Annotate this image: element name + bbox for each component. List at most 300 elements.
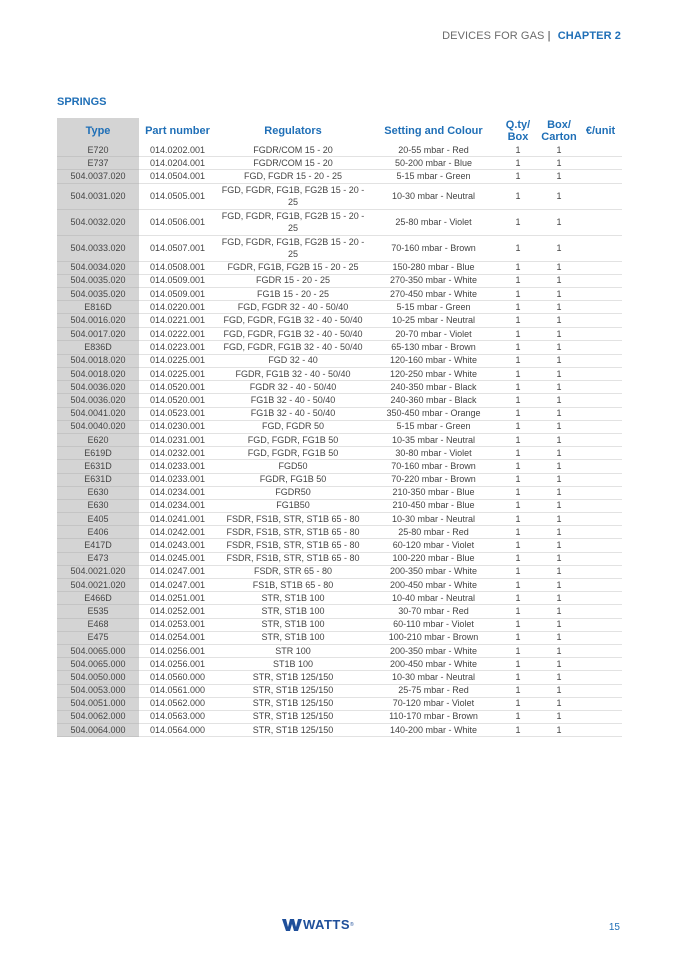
type-cell: E631D [57, 473, 139, 486]
table-title: SPRINGS [57, 96, 107, 108]
unit-price-cell [579, 592, 622, 605]
part-number-cell: 014.0563.000 [139, 710, 216, 723]
part-number-cell: 014.0254.001 [139, 631, 216, 644]
table-row [57, 261, 622, 274]
qty-box-cell: 1 [497, 526, 539, 539]
box-carton-cell: 1 [539, 552, 579, 565]
setting-colour-cell: 200-350 mbar - White [370, 644, 497, 657]
unit-price-cell [579, 644, 622, 657]
box-carton-cell: 1 [539, 486, 579, 499]
qty-box-cell: 1 [497, 618, 539, 631]
table-header-row [57, 118, 622, 144]
setting-colour-cell: 20-55 mbar - Red [370, 144, 497, 157]
setting-colour-cell: 200-450 mbar - White [370, 579, 497, 592]
setting-colour-cell: 100-210 mbar - Brown [370, 631, 497, 644]
unit-price-cell [579, 658, 622, 671]
setting-colour-cell: 25-80 mbar - Red [370, 526, 497, 539]
table-row [57, 579, 622, 592]
part-number-cell: 014.0507.001 [139, 235, 216, 261]
qty-box-cell: 1 [497, 420, 539, 433]
setting-colour-cell: 5-15 mbar - Green [370, 301, 497, 314]
box-carton-cell: 1 [539, 170, 579, 183]
type-cell: 504.0033.020 [57, 235, 139, 261]
unit-price-cell [579, 710, 622, 723]
type-cell: 504.0053.000 [57, 684, 139, 697]
table-row [57, 644, 622, 657]
box-carton-cell: 1 [539, 433, 579, 446]
setting-colour-cell: 150-280 mbar - Blue [370, 261, 497, 274]
unit-price-cell [579, 235, 622, 261]
qty-box-cell: 1 [497, 341, 539, 355]
box-carton-cell: 1 [539, 473, 579, 486]
part-number-cell: 014.0225.001 [139, 354, 216, 367]
box-carton-cell: 1 [539, 697, 579, 710]
table-row [57, 671, 622, 684]
setting-colour-cell: 210-450 mbar - Blue [370, 499, 497, 512]
unit-price-cell [579, 552, 622, 565]
type-cell: E631D [57, 460, 139, 473]
regulators-cell: FGD, FGDR 32 - 40 - 50/40 [216, 301, 370, 314]
table-row [57, 552, 622, 565]
type-cell: 504.0065.000 [57, 644, 139, 657]
unit-price-cell [579, 579, 622, 592]
type-cell: E630 [57, 499, 139, 512]
setting-colour-cell: 70-160 mbar - Brown [370, 235, 497, 261]
type-cell: 504.0017.020 [57, 327, 139, 341]
unit-price-cell [579, 170, 622, 183]
qty-box-cell: 1 [497, 473, 539, 486]
qty-box-cell: 1 [497, 513, 539, 526]
table-row [57, 433, 622, 446]
table-row [57, 314, 622, 328]
qty-box-cell: 1 [497, 209, 539, 235]
part-number-cell: 014.0564.000 [139, 724, 216, 737]
part-number-cell: 014.0509.001 [139, 287, 216, 300]
qty-box-cell: 1 [497, 605, 539, 618]
setting-colour-cell: 10-30 mbar - Neutral [370, 671, 497, 684]
part-number-cell: 014.0560.000 [139, 671, 216, 684]
regulators-cell: FGDR50 [216, 486, 370, 499]
setting-colour-cell: 120-160 mbar - White [370, 354, 497, 367]
setting-colour-cell: 210-350 mbar - Blue [370, 486, 497, 499]
table-row [57, 354, 622, 367]
type-cell: 504.0034.020 [57, 261, 139, 274]
table-row [57, 460, 622, 473]
part-number-cell: 014.0247.001 [139, 565, 216, 578]
regulators-cell: STR, ST1B 125/150 [216, 724, 370, 737]
regulators-cell: FGD, FGDR, FG1B 50 [216, 433, 370, 446]
qty-box-cell: 1 [497, 486, 539, 499]
regulators-cell: FGD, FGDR, FG1B 32 - 40 - 50/40 [216, 314, 370, 328]
part-number-cell: 014.0247.001 [139, 579, 216, 592]
unit-price-cell [579, 473, 622, 486]
type-cell: E816D [57, 301, 139, 314]
box-carton-cell: 1 [539, 499, 579, 512]
qty-box-cell: 1 [497, 658, 539, 671]
part-number-cell: 014.0241.001 [139, 513, 216, 526]
unit-price-cell [579, 287, 622, 300]
unit-price-cell [579, 605, 622, 618]
setting-colour-cell: 350-450 mbar - Orange [370, 407, 497, 420]
qty-box-cell: 1 [497, 394, 539, 407]
table-body [57, 144, 622, 737]
regulators-cell: FGDR/COM 15 - 20 [216, 157, 370, 170]
part-number-cell: 014.0562.000 [139, 697, 216, 710]
unit-price-cell [579, 460, 622, 473]
setting-colour-cell: 270-450 mbar - White [370, 287, 497, 300]
setting-colour-cell: 25-80 mbar - Violet [370, 209, 497, 235]
table-row [57, 710, 622, 723]
page-header [442, 30, 621, 42]
box-carton-cell: 1 [539, 407, 579, 420]
box-carton-cell: 1 [539, 724, 579, 737]
type-cell: 504.0051.000 [57, 697, 139, 710]
unit-price-cell [579, 354, 622, 367]
setting-colour-cell: 270-350 mbar - White [370, 274, 497, 287]
regulators-cell: FGDR/COM 15 - 20 [216, 144, 370, 157]
column-header-regulators: Regulators [264, 125, 322, 137]
regulators-cell: FSDR, FS1B, STR, ST1B 65 - 80 [216, 526, 370, 539]
part-number-cell: 014.0252.001 [139, 605, 216, 618]
box-carton-cell: 1 [539, 631, 579, 644]
regulators-cell: FSDR, FS1B, STR, ST1B 65 - 80 [216, 552, 370, 565]
unit-price-cell [579, 433, 622, 446]
type-cell: 504.0064.000 [57, 724, 139, 737]
qty-box-cell: 1 [497, 274, 539, 287]
column-header-part-number: Part number [145, 125, 210, 137]
qty-box-cell: 1 [497, 552, 539, 565]
column-header-type: Type [57, 118, 139, 144]
box-carton-cell: 1 [539, 513, 579, 526]
unit-price-cell [579, 394, 622, 407]
table-row [57, 499, 622, 512]
unit-price-cell [579, 381, 622, 394]
unit-price-cell [579, 261, 622, 274]
unit-price-cell [579, 274, 622, 287]
regulators-cell: STR 100 [216, 644, 370, 657]
watts-logo-text: WATTS [303, 917, 351, 932]
qty-box-cell: 1 [497, 433, 539, 446]
setting-colour-cell: 70-120 mbar - Violet [370, 697, 497, 710]
table-row [57, 157, 622, 170]
regulators-cell: STR, ST1B 100 [216, 631, 370, 644]
box-carton-cell: 1 [539, 579, 579, 592]
type-cell: 504.0036.020 [57, 394, 139, 407]
table-row [57, 473, 622, 486]
regulators-cell: FG1B 15 - 20 - 25 [216, 287, 370, 300]
unit-price-cell [579, 368, 622, 381]
box-carton-cell: 1 [539, 447, 579, 460]
regulators-cell: FGD, FGDR 50 [216, 420, 370, 433]
type-cell: 504.0035.020 [57, 287, 139, 300]
qty-box-cell: 1 [497, 697, 539, 710]
qty-box-cell: 1 [497, 354, 539, 367]
setting-colour-cell: 25-75 mbar - Red [370, 684, 497, 697]
unit-price-cell [579, 486, 622, 499]
setting-colour-cell: 60-120 mbar - Violet [370, 539, 497, 552]
box-carton-cell: 1 [539, 341, 579, 355]
box-carton-cell: 1 [539, 644, 579, 657]
unit-price-cell [579, 631, 622, 644]
regulators-cell: FGD50 [216, 460, 370, 473]
regulators-cell: FGDR 15 - 20 - 25 [216, 274, 370, 287]
column-header-qty-box: Q.ty/ Box [505, 119, 531, 143]
box-carton-cell: 1 [539, 658, 579, 671]
table-row [57, 274, 622, 287]
regulators-cell: FGDR, FG1B, FG2B 15 - 20 - 25 [216, 261, 370, 274]
type-cell: E619D [57, 447, 139, 460]
setting-colour-cell: 140-200 mbar - White [370, 724, 497, 737]
box-carton-cell: 1 [539, 671, 579, 684]
part-number-cell: 014.0242.001 [139, 526, 216, 539]
qty-box-cell: 1 [497, 539, 539, 552]
type-cell: E720 [57, 144, 139, 157]
part-number-cell: 014.0233.001 [139, 473, 216, 486]
table-row [57, 605, 622, 618]
regulators-cell: FSDR, STR 65 - 80 [216, 565, 370, 578]
regulators-cell: STR, ST1B 125/150 [216, 710, 370, 723]
box-carton-cell: 1 [539, 235, 579, 261]
header-separator: | [547, 30, 551, 42]
box-carton-cell: 1 [539, 287, 579, 300]
qty-box-cell: 1 [497, 314, 539, 328]
part-number-cell: 014.0561.000 [139, 684, 216, 697]
box-carton-cell: 1 [539, 394, 579, 407]
table-row [57, 420, 622, 433]
type-cell: 504.0037.020 [57, 170, 139, 183]
section-label: DEVICES FOR GAS [442, 30, 545, 42]
box-carton-cell: 1 [539, 354, 579, 367]
unit-price-cell [579, 565, 622, 578]
box-carton-cell: 1 [539, 274, 579, 287]
qty-box-cell: 1 [497, 684, 539, 697]
qty-box-cell: 1 [497, 710, 539, 723]
type-cell: E620 [57, 433, 139, 446]
setting-colour-cell: 200-450 mbar - White [370, 658, 497, 671]
regulators-cell: FGD, FGDR, FG1B 32 - 40 - 50/40 [216, 327, 370, 341]
unit-price-cell [579, 697, 622, 710]
box-carton-cell: 1 [539, 261, 579, 274]
setting-colour-cell: 100-220 mbar - Blue [370, 552, 497, 565]
table-row [57, 724, 622, 737]
regulators-cell: FS1B, ST1B 65 - 80 [216, 579, 370, 592]
part-number-cell: 014.0223.001 [139, 341, 216, 355]
regulators-cell: FGDR 32 - 40 - 50/40 [216, 381, 370, 394]
setting-colour-cell: 30-80 mbar - Violet [370, 447, 497, 460]
setting-colour-cell: 10-40 mbar - Neutral [370, 592, 497, 605]
type-cell: E535 [57, 605, 139, 618]
type-cell: 504.0036.020 [57, 381, 139, 394]
unit-price-cell [579, 526, 622, 539]
regulators-cell: FGD, FGDR, FG1B, FG2B 15 - 20 - 25 [216, 235, 370, 261]
table-row [57, 513, 622, 526]
box-carton-cell: 1 [539, 565, 579, 578]
qty-box-cell: 1 [497, 170, 539, 183]
part-number-cell: 014.0520.001 [139, 381, 216, 394]
qty-box-cell: 1 [497, 565, 539, 578]
unit-price-cell [579, 499, 622, 512]
part-number-cell: 014.0230.001 [139, 420, 216, 433]
table-row [57, 394, 622, 407]
setting-colour-cell: 5-15 mbar - Green [370, 170, 497, 183]
box-carton-cell: 1 [539, 618, 579, 631]
box-carton-cell: 1 [539, 209, 579, 235]
type-cell: 504.0040.020 [57, 420, 139, 433]
regulators-cell: FGD, FGDR, FG1B, FG2B 15 - 20 - 25 [216, 209, 370, 235]
part-number-cell: 014.0234.001 [139, 499, 216, 512]
part-number-cell: 014.0222.001 [139, 327, 216, 341]
type-cell: E836D [57, 341, 139, 355]
setting-colour-cell: 70-220 mbar - Brown [370, 473, 497, 486]
unit-price-cell [579, 420, 622, 433]
box-carton-cell: 1 [539, 420, 579, 433]
qty-box-cell: 1 [497, 671, 539, 684]
type-cell: E475 [57, 631, 139, 644]
regulators-cell: ST1B 100 [216, 658, 370, 671]
part-number-cell: 014.0523.001 [139, 407, 216, 420]
part-number-cell: 014.0256.001 [139, 658, 216, 671]
box-carton-cell: 1 [539, 684, 579, 697]
regulators-cell: FGD, FGDR, FG1B, FG2B 15 - 20 - 25 [216, 183, 370, 209]
box-carton-cell: 1 [539, 710, 579, 723]
box-carton-cell: 1 [539, 314, 579, 328]
qty-box-cell: 1 [497, 579, 539, 592]
unit-price-cell [579, 671, 622, 684]
setting-colour-cell: 65-130 mbar - Brown [370, 341, 497, 355]
regulators-cell: STR, ST1B 100 [216, 605, 370, 618]
unit-price-cell [579, 144, 622, 157]
column-header-setting: Setting and Colour [384, 125, 483, 137]
box-carton-cell: 1 [539, 605, 579, 618]
qty-box-cell: 1 [497, 183, 539, 209]
registered-mark: ® [350, 922, 354, 928]
table-row [57, 209, 622, 235]
part-number-cell: 014.0256.001 [139, 644, 216, 657]
page-number: 15 [608, 922, 620, 933]
box-carton-cell: 1 [539, 157, 579, 170]
type-cell: E417D [57, 539, 139, 552]
part-number-cell: 014.0233.001 [139, 460, 216, 473]
part-number-cell: 014.0202.001 [139, 144, 216, 157]
part-number-cell: 014.0234.001 [139, 486, 216, 499]
type-cell: E468 [57, 618, 139, 631]
type-cell: 504.0041.020 [57, 407, 139, 420]
qty-box-cell: 1 [497, 287, 539, 300]
regulators-cell: FGD 32 - 40 [216, 354, 370, 367]
part-number-cell: 014.0506.001 [139, 209, 216, 235]
table-row [57, 407, 622, 420]
table-row [57, 327, 622, 341]
table-row [57, 301, 622, 314]
regulators-cell: FGD, FGDR, FG1B 32 - 40 - 50/40 [216, 341, 370, 355]
setting-colour-cell: 10-30 mbar - Neutral [370, 513, 497, 526]
qty-box-cell: 1 [497, 327, 539, 341]
qty-box-cell: 1 [497, 724, 539, 737]
qty-box-cell: 1 [497, 592, 539, 605]
qty-box-cell: 1 [497, 235, 539, 261]
type-cell: E466D [57, 592, 139, 605]
watts-logo-mark-icon [282, 919, 302, 931]
unit-price-cell [579, 724, 622, 737]
setting-colour-cell: 110-170 mbar - Brown [370, 710, 497, 723]
part-number-cell: 014.0204.001 [139, 157, 216, 170]
box-carton-cell: 1 [539, 381, 579, 394]
regulators-cell: FSDR, FS1B, STR, ST1B 65 - 80 [216, 539, 370, 552]
type-cell: E405 [57, 513, 139, 526]
regulators-cell: STR, ST1B 100 [216, 618, 370, 631]
box-carton-cell: 1 [539, 183, 579, 209]
qty-box-cell: 1 [497, 157, 539, 170]
regulators-cell: FSDR, FS1B, STR, ST1B 65 - 80 [216, 513, 370, 526]
regulators-cell: FG1B50 [216, 499, 370, 512]
qty-box-cell: 1 [497, 631, 539, 644]
table-row [57, 526, 622, 539]
table-row [57, 368, 622, 381]
box-carton-cell: 1 [539, 327, 579, 341]
regulators-cell: FGDR, FG1B 50 [216, 473, 370, 486]
box-carton-cell: 1 [539, 368, 579, 381]
setting-colour-cell: 10-30 mbar - Neutral [370, 183, 497, 209]
unit-price-cell [579, 539, 622, 552]
unit-price-cell [579, 341, 622, 355]
regulators-cell: FGDR, FG1B 32 - 40 - 50/40 [216, 368, 370, 381]
unit-price-cell [579, 407, 622, 420]
setting-colour-cell: 50-200 mbar - Blue [370, 157, 497, 170]
setting-colour-cell: 20-70 mbar - Violet [370, 327, 497, 341]
column-header-unit-price: €/unit [585, 125, 616, 137]
part-number-cell: 014.0504.001 [139, 170, 216, 183]
setting-colour-cell: 5-15 mbar - Green [370, 420, 497, 433]
type-cell: 504.0050.000 [57, 671, 139, 684]
setting-colour-cell: 120-250 mbar - White [370, 368, 497, 381]
table-row [57, 539, 622, 552]
unit-price-cell [579, 183, 622, 209]
part-number-cell: 014.0221.001 [139, 314, 216, 328]
part-number-cell: 014.0225.001 [139, 368, 216, 381]
box-carton-cell: 1 [539, 526, 579, 539]
type-cell: 504.0021.020 [57, 565, 139, 578]
setting-colour-cell: 70-160 mbar - Brown [370, 460, 497, 473]
type-cell: E406 [57, 526, 139, 539]
part-number-cell: 014.0520.001 [139, 394, 216, 407]
chapter-label: CHAPTER 2 [557, 30, 621, 42]
table-row [57, 565, 622, 578]
table-row [57, 486, 622, 499]
table-row [57, 631, 622, 644]
type-cell: E737 [57, 157, 139, 170]
type-cell: 504.0016.020 [57, 314, 139, 328]
qty-box-cell: 1 [497, 460, 539, 473]
table-row [57, 684, 622, 697]
table-row [57, 170, 622, 183]
part-number-cell: 014.0231.001 [139, 433, 216, 446]
qty-box-cell: 1 [497, 368, 539, 381]
part-number-cell: 014.0505.001 [139, 183, 216, 209]
regulators-cell: STR, ST1B 125/150 [216, 671, 370, 684]
setting-colour-cell: 30-70 mbar - Red [370, 605, 497, 618]
setting-colour-cell: 60-110 mbar - Violet [370, 618, 497, 631]
table-row [57, 287, 622, 300]
springs-table [57, 118, 622, 737]
setting-colour-cell: 240-360 mbar - Black [370, 394, 497, 407]
regulators-cell: FG1B 32 - 40 - 50/40 [216, 407, 370, 420]
part-number-cell: 014.0253.001 [139, 618, 216, 631]
table-row [57, 618, 622, 631]
regulators-cell: FGD, FGDR 15 - 20 - 25 [216, 170, 370, 183]
part-number-cell: 014.0232.001 [139, 447, 216, 460]
type-cell: E630 [57, 486, 139, 499]
table-row [57, 341, 622, 355]
